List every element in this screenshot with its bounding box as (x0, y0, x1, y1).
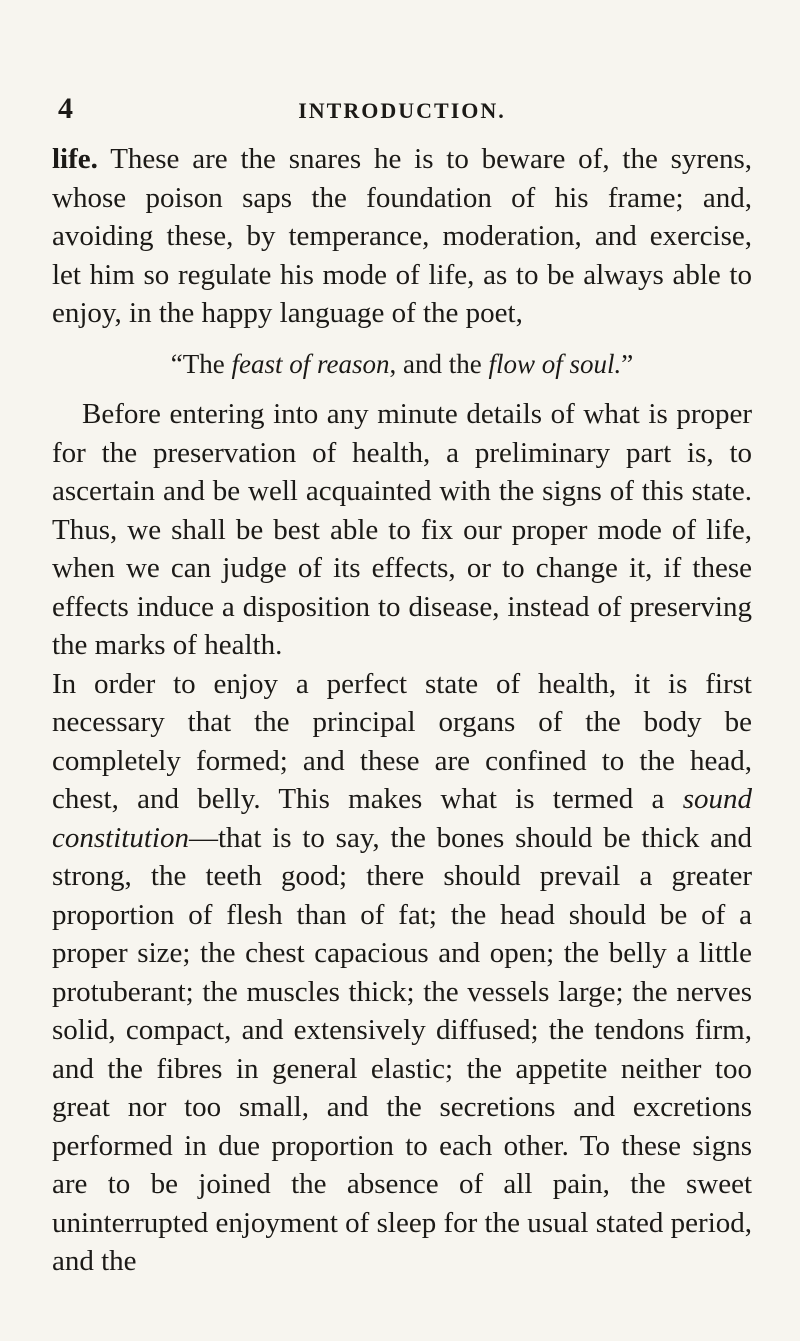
quote-open: “The (170, 348, 232, 379)
page-number: 4 (58, 92, 73, 125)
paragraph-1-lead: life. (52, 143, 98, 175)
quote-emphasis-1: feast of reason (231, 348, 390, 379)
paragraph-2: Before entering into any minute details of what is proper for the preservation of health, a preliminary part is, to ascertain and be well acquainted with the signs of this state. Thus, we shall be best able to fix our proper mode of life, when we can judge of its effects, or to change it, if these effects induce a disposition to disease, instead of preserving the marks of health. (52, 398, 752, 661)
page-header (52, 92, 752, 132)
quote-close: ” (621, 348, 634, 379)
paragraph-3 (52, 665, 752, 1281)
paragraph-1-text: These are the snares he is to beware of, the syrens, whose poison saps the foundation of his frame; and, avoiding these, by temperance, moderation, and exercise, let him so regulate his mode of life, as to be always able to enjoy, in the happy language of the poet, (52, 143, 752, 329)
paragraph-1 (52, 140, 752, 333)
running-head: INTRODUCTION. (298, 98, 506, 123)
quote-emphasis-2: flow of soul. (488, 348, 622, 379)
paragraph-3-text-b: —that is to say, the bones should be thick and strong, the teeth good; there should prevail a greater proportion of flesh than of fat; the head should be of a proper size; the chest capacious and open; the belly a little protuberant; the muscles thick; the vessels large; the nerves solid, compact, and extensively diffused; the tendons firm, and the fibres in general elastic; the appetite neither too great nor too small, and the secretions and excretions performed in due proportion to each other. To these signs are to be joined the absence of all pain, the sweet uninterrupted enjoyment of sleep for the usual stated period, and the (52, 821, 752, 1277)
poet-quote (52, 345, 752, 384)
quote-mid: , and the (389, 348, 489, 379)
paragraph-3-text-a: In order to enjoy a perfect state of health, it is first necessary that the principal organs of the body be completely formed; and these are confined to the head, chest, and belly. This makes what is termed a (52, 667, 752, 815)
body-text (52, 140, 752, 1281)
paragraph-3-emphasis: sound constitution (52, 783, 752, 854)
